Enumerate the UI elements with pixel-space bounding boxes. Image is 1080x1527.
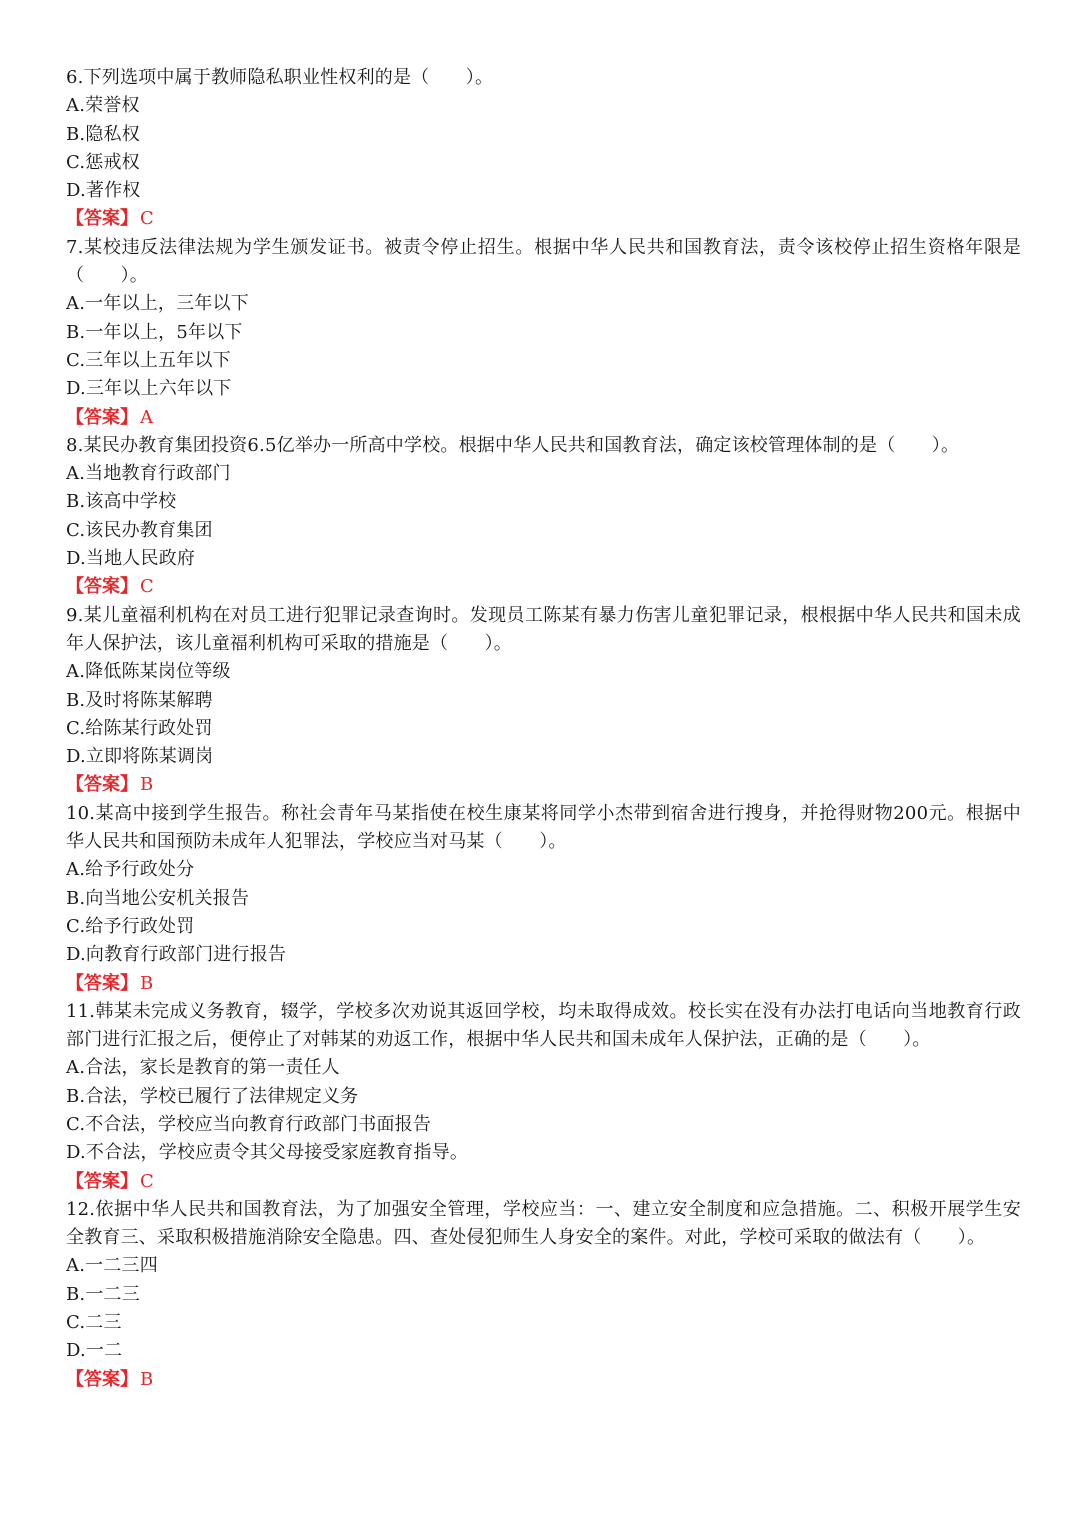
exam-page	[66, 64, 1021, 1394]
option-c: C.给陈某行政处罚	[66, 717, 213, 739]
answer-line	[66, 404, 1021, 432]
option-a: A.给予行政处分	[66, 859, 195, 881]
answer-value: B	[140, 774, 154, 796]
question-12	[66, 1196, 1021, 1394]
question-stem: 11.韩某未完成义务教育，辍学，学校多次劝说其返回学校，均未取得成效。校长实在没有办法打电话向当地教育行政部门进行汇报之后，便停止了对韩某的劝返工作，根据中华人民共和国未成年人保护法，正确的是（ ）。	[66, 1000, 1021, 1051]
answer-label: 【答案】	[66, 1170, 138, 1192]
question-stem: 9.某儿童福利机构在对员工进行犯罪记录查询时。发现员工陈某有暴力伤害儿童犯罪记录，根根据中华人民共和国未成年人保护法，该儿童福利机构可采取的措施是（ ）。	[66, 604, 1021, 654]
option-b: B.该高中学校	[66, 491, 177, 513]
option-c: C.给予行政处罚	[66, 915, 195, 937]
answer-label: 【答案】	[66, 972, 138, 994]
question-stem: 6.下列选项中属于教师隐私职业性权利的是（ ）。	[66, 67, 494, 88]
option-d: D.著作权	[66, 180, 141, 202]
answer-line	[66, 1168, 1021, 1196]
answer-line	[66, 970, 1021, 998]
option-b: B.及时将陈某解聘	[66, 689, 213, 711]
option-b: B.隐私权	[66, 123, 140, 145]
question-9	[66, 602, 1021, 800]
option-c: C.三年以上五年以下	[66, 349, 231, 371]
option-d: D.立即将陈某调岗	[66, 746, 214, 768]
option-c: C.该民办教育集团	[66, 519, 213, 541]
answer-line	[66, 1366, 1021, 1394]
question-10	[66, 800, 1021, 998]
option-a: A.合法，家长是教育的第一责任人	[66, 1057, 340, 1079]
option-a: A.当地教育行政部门	[66, 463, 231, 485]
option-d: D.向教育行政部门进行报告	[66, 944, 287, 966]
option-c: C.惩戒权	[66, 151, 140, 173]
answer-label: 【答案】	[66, 406, 138, 428]
answer-value: C	[140, 1170, 154, 1192]
option-a: A.降低陈某岗位等级	[66, 661, 231, 683]
option-c: C.二三	[66, 1312, 122, 1334]
answer-value: B	[140, 1368, 154, 1390]
answer-label: 【答案】	[66, 774, 138, 796]
option-d: D.一二	[66, 1340, 123, 1362]
answer-label: 【答案】	[66, 1368, 138, 1390]
option-b: B.一年以上，5年以下	[66, 321, 243, 343]
option-c: C.不合法，学校应当向教育行政部门书面报告	[66, 1113, 432, 1135]
option-a: A.一年以上，三年以下	[66, 293, 249, 315]
answer-value: B	[140, 972, 154, 994]
answer-label: 【答案】	[66, 576, 138, 598]
answer-value: C	[140, 576, 154, 598]
question-7	[66, 234, 1021, 432]
question-stem: 10.某高中接到学生报告。称社会青年马某指使在校生康某将同学小杰带到宿舍进行搜身，并抢得财物200元。根据中华人民共和国预防未成年人犯罪法，学校应当对马某（ ）。	[66, 802, 1021, 853]
question-stem: 7.某校违反法律法规为学生颁发证书。被责令停止招生。根据中华人民共和国教育法，责令该校停止招生资格年限是（ ）。	[66, 236, 1021, 287]
option-b: B.合法，学校已履行了法律规定义务	[66, 1085, 359, 1107]
question-stem: 12.依据中华人民共和国教育法，为了加强安全管理，学校应当：一、建立安全制度和应急措施。二、积极开展学生安全教育三、采取积极措施消除安全隐患。四、查处侵犯师生人身安全的案件。对此，学校可采取的做法有（ ）。	[66, 1198, 1021, 1249]
answer-value: C	[140, 208, 154, 230]
option-d: D.当地人民政府	[66, 548, 196, 570]
option-d: D.三年以上六年以下	[66, 378, 232, 400]
option-a: A.荣誉权	[66, 95, 140, 117]
question-6	[66, 64, 1021, 234]
answer-label: 【答案】	[66, 208, 138, 230]
question-11	[66, 998, 1021, 1196]
question-stem: 8.某民办教育集团投资6.5亿举办一所高中学校。根据中华人民共和国教育法，确定该校管理体制的是（ ）。	[66, 434, 960, 456]
option-a: A.一二三四	[66, 1255, 158, 1277]
answer-value: A	[140, 406, 153, 428]
question-8	[66, 432, 1021, 602]
option-b: B.一二三	[66, 1283, 140, 1305]
answer-line	[66, 573, 1021, 601]
option-b: B.向当地公安机关报告	[66, 887, 250, 909]
answer-line	[66, 771, 1021, 799]
option-d: D.不合法，学校应责令其父母接受家庭教育指导。	[66, 1142, 469, 1164]
answer-line	[66, 205, 1021, 233]
